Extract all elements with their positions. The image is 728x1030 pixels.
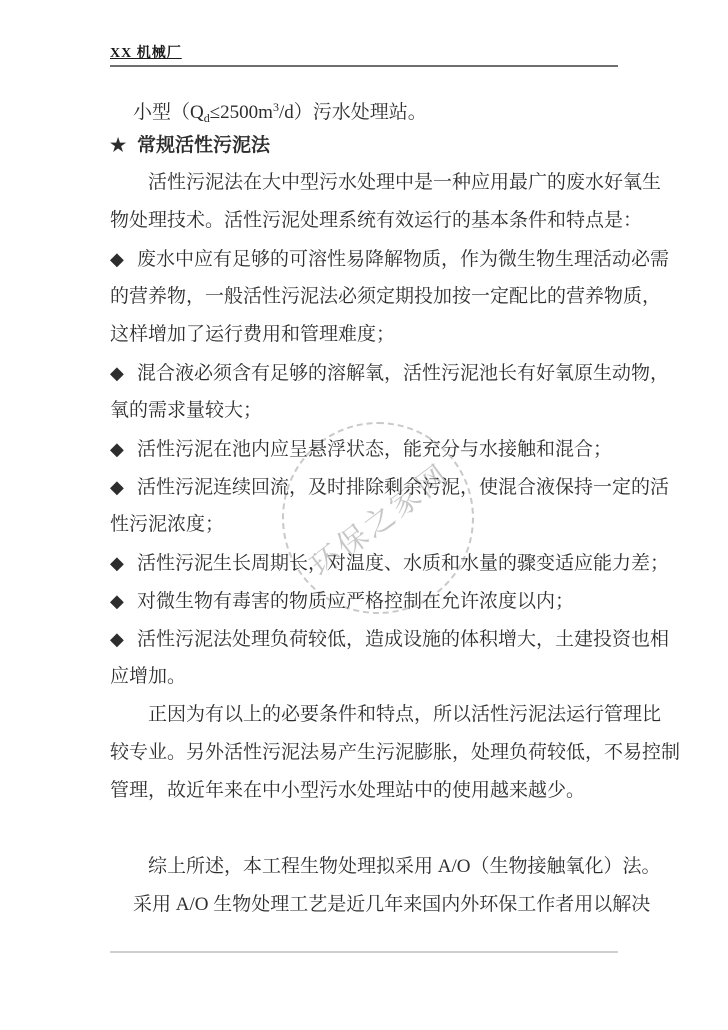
paragraph-line: 综上所述，本工程生物处理拟采用 A/O（生物接触氧化）法。 <box>148 856 661 877</box>
paragraph-line: 采用 A/O 生物处理工艺是近几年来国内外环保工作者用以解决 <box>133 894 651 915</box>
diamond-bullet-icon: ◆ <box>110 553 124 573</box>
bullet-continuation-line: 这样增加了运行费用和管理难度； <box>110 324 396 345</box>
diamond-bullet-icon: ◆ <box>110 629 124 649</box>
bullet-continuation-line: 应增加。 <box>110 666 187 687</box>
diamond-bullet-icon: ◆ <box>110 477 124 497</box>
diamond-bullet-icon: ◆ <box>110 591 124 611</box>
bullet-line <box>110 240 670 278</box>
watermark-text: 环保之家网 <box>304 457 456 584</box>
company-name: XX 机械厂 <box>110 46 182 61</box>
page-header <box>110 42 618 67</box>
bullet-line <box>110 582 670 620</box>
bullet-text: 废水中应有足够的可溶性易降解物质，作为微生物生理活动必需 <box>137 249 670 270</box>
bullet-line <box>110 620 670 658</box>
section-heading-text: 常规活性污泥法 <box>137 135 271 156</box>
paragraph-line: 活性污泥法在大中型污水处理中是一种应用最广的废水好氧生 <box>148 172 662 193</box>
paragraph-line: 正因为有以上的必要条件和特点，所以活性污泥法运行管理比 <box>148 704 662 725</box>
diamond-bullet-icon: ◆ <box>110 439 124 459</box>
bullet-continuation-line: 的营养物，一般活性污泥法必须定期投加按一定配比的营养物质， <box>110 286 662 307</box>
qd-pre: 小型（Q <box>133 102 204 123</box>
bullet-line <box>110 430 670 468</box>
blank-line <box>110 810 670 848</box>
section-heading <box>110 126 670 164</box>
diamond-bullet-icon: ◆ <box>110 249 124 269</box>
bullet-text: 混合液必须含有足够的溶解氧，活性污泥池长有好氧原生动物， <box>137 363 670 384</box>
bullet-continuation-line: 性污泥浓度； <box>110 514 225 535</box>
bullet-text: 活性污泥法处理负荷较低，造成设施的体积增大，土建投资也相 <box>137 629 670 650</box>
qd-superscript: 3 <box>272 100 279 114</box>
qd-post: /d）污水处理站。 <box>278 102 427 123</box>
bullet-text: 活性污泥连续回流，及时排除剩余污泥，使混合液保持一定的活 <box>137 477 670 498</box>
qd-mid: ≤2500m <box>209 102 273 123</box>
bullet-continuation-line: 氧的需求量较大； <box>110 400 263 421</box>
bullet-text: 对微生物有毒害的物质应严格控制在允许浓度以内； <box>137 591 575 612</box>
bullet-line <box>110 544 670 582</box>
document-body <box>110 88 681 924</box>
bullet-text: 活性污泥在池内应呈悬浮状态，能充分与水接触和混合； <box>137 439 613 460</box>
line-flow-capacity <box>110 88 670 126</box>
paragraph-line: 较专业。另外活性污泥法易产生污泥膨胀，处理负荷较低，不易控制 <box>110 742 681 763</box>
bullet-text: 活性污泥生长周期长，对温度、水质和水量的骤变适应能力差； <box>137 553 670 574</box>
star-icon: ★ <box>110 135 127 155</box>
bullet-line <box>110 354 670 392</box>
paragraph-line: 管理，故近年来在中小型污水处理站中的使用越来越少。 <box>110 780 586 801</box>
bullet-line <box>110 468 670 506</box>
diamond-bullet-icon: ◆ <box>110 363 124 383</box>
paragraph-line: 物处理技术。活性污泥处理系统有效运行的基本条件和特点是： <box>110 210 643 231</box>
footer-rule <box>110 951 618 953</box>
qd-subscript: d <box>203 111 210 125</box>
